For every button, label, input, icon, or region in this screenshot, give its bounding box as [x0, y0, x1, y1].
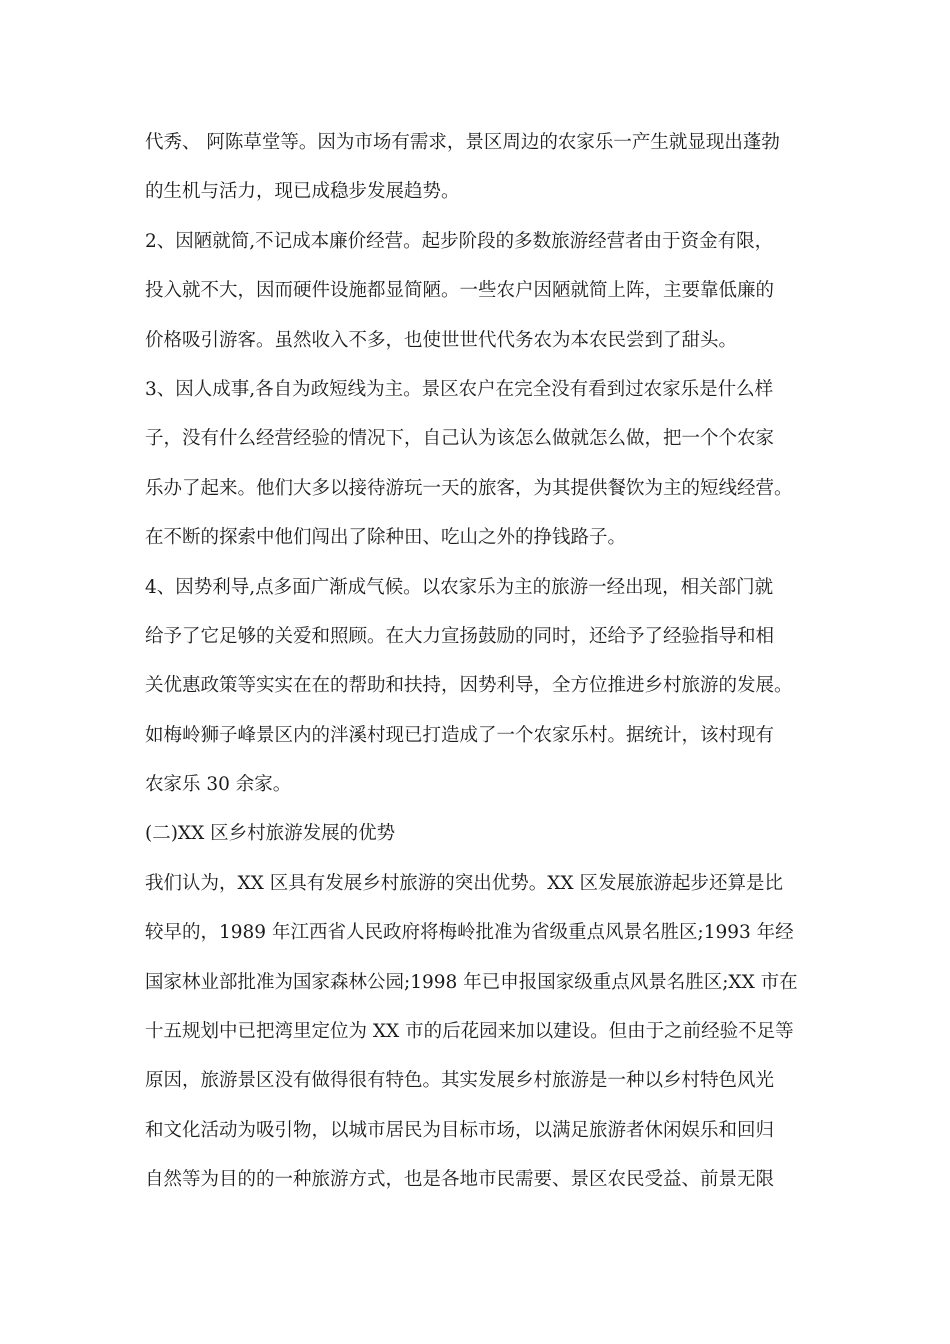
- text-line-20: 原因，旅游景区没有做得很有特色。其实发展乡村旅游是一种以乡村特色风光: [145, 1070, 775, 1092]
- text-line-4: 投入就不大，因而硬件设施都显简陋。一些农户因陋就简上阵，主要靠低廉的: [145, 280, 775, 302]
- text-line-5: 价格吸引游客。虽然收入不多，也使世世代代务农为本农民尝到了甜头。: [145, 329, 738, 351]
- text-line-12: 关优惠政策等实实在在的帮助和扶持，因势利导，全方位推进乡村旅游的发展。: [145, 675, 793, 697]
- text-line-3: 2、因陋就简,不记成本廉价经营。起步阶段的多数旅游经营者由于资金有限，: [145, 230, 774, 252]
- section-heading: (二)XX 区乡村旅游发展的优势: [145, 823, 396, 845]
- text-line-11: 给予了它足够的关爱和照顾。在大力宣扬鼓励的同时，还给予了经验指导和相: [145, 625, 775, 647]
- document-body: [145, 118, 815, 1205]
- text-line-1: 代秀、 阿陈草堂等。因为市场有需求，景区周边的农家乐一产生就显现出蓬勃: [145, 132, 780, 153]
- text-line-19: 十五规划中已把湾里定位为 XX 市的后花园来加以建设。但由于之前经验不足等: [145, 1021, 794, 1043]
- text-line-2: 的生机与活力，现已成稳步发展趋势。: [145, 181, 460, 203]
- text-line-8: 乐办了起来。他们大多以接待游玩一天的旅客，为其提供餐饮为主的短线经营。: [145, 477, 793, 499]
- text-line-13: 如梅岭狮子峰景区内的泮溪村现已打造成了一个农家乐村。据统计，该村现有: [145, 724, 775, 746]
- text-line-6: 3、因人成事,各自为政短线为主。景区农户在完全没有看到过农家乐是什么样: [145, 378, 774, 400]
- text-line-7: 子，没有什么经营经验的情况下，自己认为该怎么做就怎么做，把一个个农家: [145, 428, 775, 450]
- text-line-14: 农家乐 30 余家。: [145, 774, 292, 796]
- text-line-22: 自然等为目的的一种旅游方式，也是各地市民需要、景区农民受益、前景无限: [145, 1169, 775, 1191]
- text-line-9: 在不断的探索中他们闯出了除种田、吃山之外的挣钱路子。: [145, 527, 627, 549]
- text-line-16: 我们认为，XX 区具有发展乡村旅游的突出优势。XX 区发展旅游起步还算是比: [145, 872, 783, 894]
- text-line-21: 和文化活动为吸引物，以城市居民为目标市场，以满足旅游者休闲娱乐和回归: [145, 1119, 775, 1141]
- text-line-17: 较早的，1989 年江西省人民政府将梅岭批准为省级重点风景名胜区;1993 年经: [145, 922, 794, 944]
- text-line-18: 国家林业部批准为国家森林公园;1998 年已申报国家级重点风景名胜区;XX 市在: [145, 971, 798, 993]
- text-line-10: 4、因势利导,点多面广渐成气候。以农家乐为主的旅游一经出现，相关部门就: [145, 576, 774, 598]
